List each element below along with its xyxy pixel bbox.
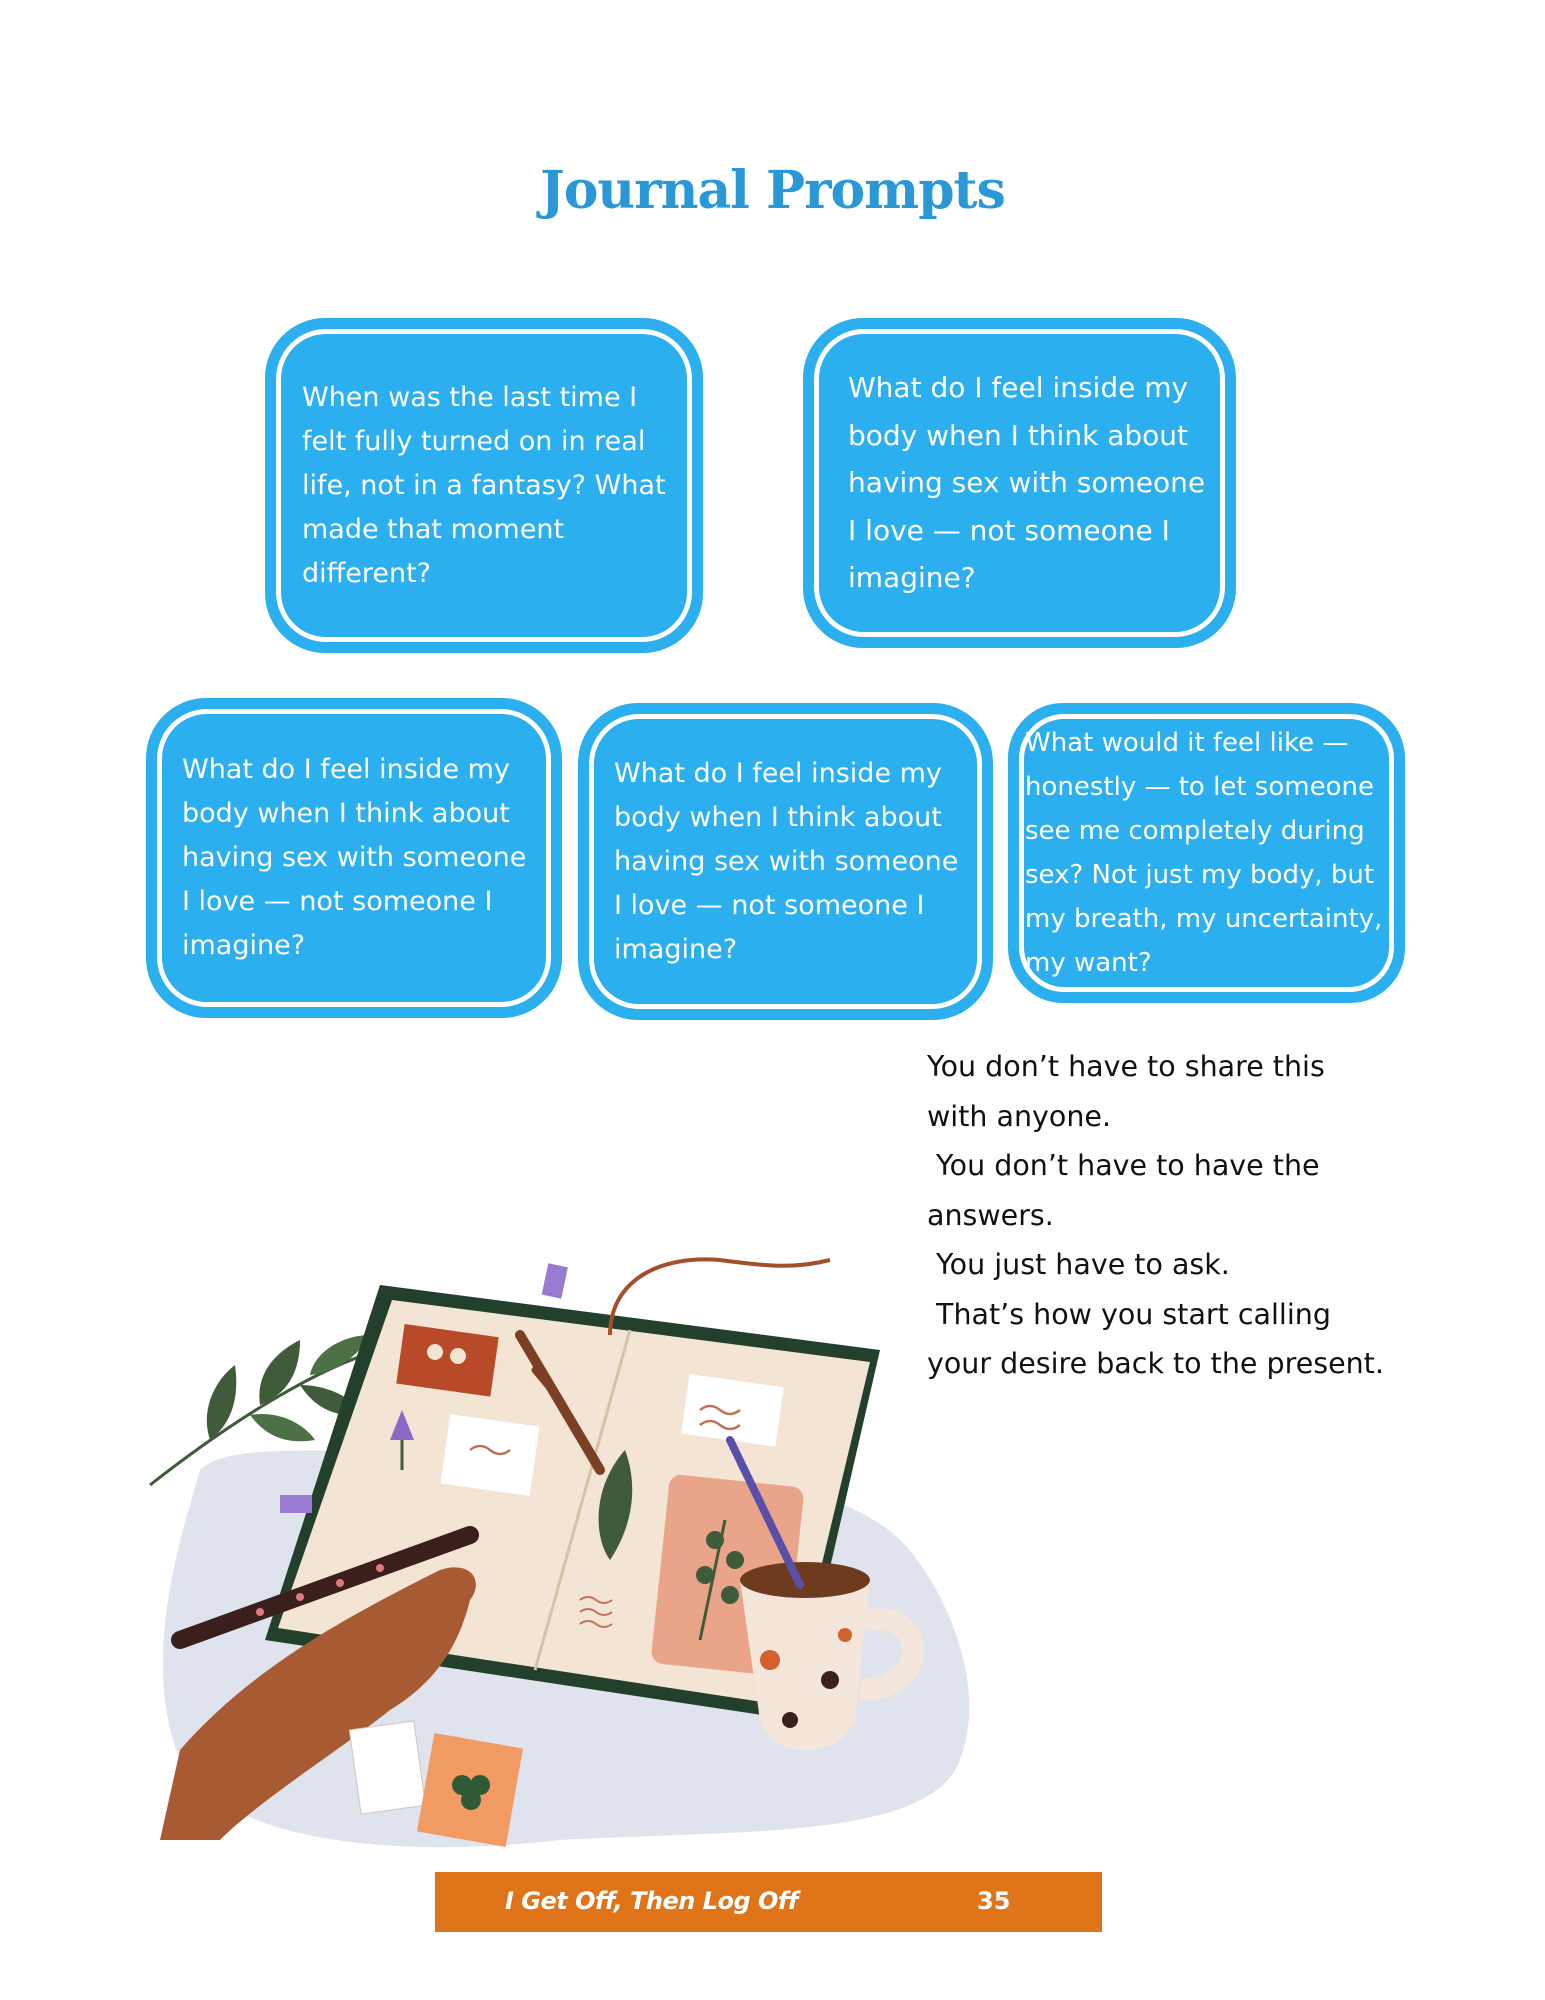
side-note	[927, 1042, 1427, 1389]
side-note-line: You don’t have to have the	[927, 1149, 1320, 1182]
prompt-text: What would it feel like — honestly — to let someone see me completely during sex? Not just my body, but my breath, my uncertainty, my want?	[1025, 728, 1383, 978]
prompt-text: What do I feel inside my body when I think about having sex with someone I love — not someone I imagine?	[614, 757, 959, 965]
footer-title: I Get Off, Then Log Off	[505, 1887, 798, 1915]
prompt-card	[803, 318, 1236, 648]
side-note-line: You don’t have to share this	[927, 1050, 1325, 1083]
prompt-text: What do I feel inside my body when I think about having sex with someone I love — not someone I imagine?	[182, 754, 527, 961]
prompt-card	[578, 703, 993, 1020]
page-number: 35	[977, 1887, 1011, 1915]
side-note-line: your desire back to the present.	[927, 1347, 1384, 1380]
journal-illustration	[140, 1240, 1000, 1860]
page-title: Journal Prompts	[540, 160, 1005, 221]
side-note-line: with anyone.	[927, 1099, 1112, 1133]
prompt-card	[265, 318, 703, 653]
side-note-line: That’s how you start calling	[927, 1297, 1331, 1331]
prompt-text: What do I feel inside my body when I think about having sex with someone I love — not someone I imagine?	[848, 371, 1206, 595]
side-note-line: answers.	[927, 1198, 1054, 1232]
prompt-card	[1008, 703, 1405, 1003]
side-note-line: You just have to ask.	[927, 1248, 1230, 1281]
prompt-card	[146, 698, 562, 1018]
prompt-text: When was the last time I felt fully turned on in real life, not in a fantasy? What made that moment different?	[302, 381, 666, 589]
footer-bar	[435, 1872, 1102, 1932]
